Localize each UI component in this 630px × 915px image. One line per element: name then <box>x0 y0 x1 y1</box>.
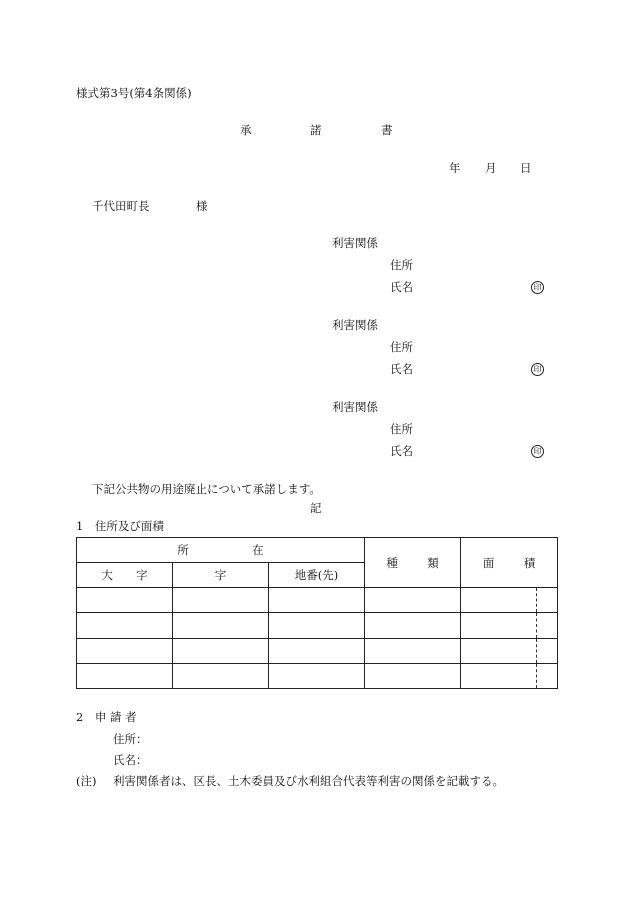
location-area-table <box>76 537 558 689</box>
area-dashed-divider <box>536 639 537 663</box>
table-row <box>77 638 558 663</box>
header-oaza-char2: 字 <box>136 568 148 583</box>
table-row <box>77 663 558 688</box>
cell-kind[interactable] <box>365 588 461 613</box>
cell-area[interactable] <box>461 663 558 688</box>
form-number: 様式第3号(第4条関係) <box>76 86 192 100</box>
cell-oaza[interactable] <box>77 588 173 613</box>
area-dashed-divider <box>536 588 537 612</box>
header-kind-char1: 種 <box>386 555 398 570</box>
cell-aza[interactable] <box>173 613 269 638</box>
header-kind-char2: 類 <box>427 555 439 570</box>
section1-heading: 1 住所及び面積 <box>76 519 164 533</box>
cell-chiban[interactable] <box>269 613 365 638</box>
applicant-address-label: 住所： <box>113 732 148 746</box>
cell-aza[interactable] <box>173 663 269 688</box>
date-year: 年 <box>449 161 461 175</box>
cell-kind[interactable] <box>365 663 461 688</box>
header-chiban: 地番(先) <box>269 563 365 588</box>
addressee-honorific: 様 <box>196 199 208 213</box>
seal-icon: 印 <box>531 281 544 294</box>
area-dashed-divider <box>536 664 537 688</box>
party-address-label: 住所 <box>390 422 413 436</box>
party-address-label: 住所 <box>390 340 413 354</box>
addressee-name: 千代田町長 <box>92 199 150 213</box>
party-heading: 利害関係 <box>332 400 378 414</box>
cell-chiban[interactable] <box>269 663 365 688</box>
ki-heading: 記 <box>310 501 322 515</box>
cell-area[interactable] <box>461 613 558 638</box>
applicant-name-label: 氏名： <box>113 753 148 767</box>
party-address-label: 住所 <box>390 258 413 272</box>
note-text: 利害関係者は、区長、土木委員及び水利組合代表等利害の関係を記載する。 <box>113 774 504 788</box>
cell-aza[interactable] <box>173 588 269 613</box>
cell-oaza[interactable] <box>77 663 173 688</box>
statement-text: 下記公共物の用途廃止について承諾します。 <box>92 482 321 496</box>
table-row <box>77 613 558 638</box>
cell-area[interactable] <box>461 638 558 663</box>
cell-aza[interactable] <box>173 638 269 663</box>
party-heading: 利害関係 <box>332 236 378 250</box>
cell-kind[interactable] <box>365 638 461 663</box>
cell-area[interactable] <box>461 588 558 613</box>
header-location-char1: 所 <box>177 543 189 558</box>
title-char-3: 書 <box>381 123 393 137</box>
table-row <box>77 588 558 613</box>
area-dashed-divider <box>536 613 537 637</box>
party-heading: 利害関係 <box>332 318 378 332</box>
cell-kind[interactable] <box>365 613 461 638</box>
date-month: 月 <box>485 161 497 175</box>
cell-oaza[interactable] <box>77 638 173 663</box>
title-char-2: 諾 <box>310 123 322 137</box>
header-location <box>77 538 365 563</box>
party-name-label: 氏名 <box>390 280 413 294</box>
cell-chiban[interactable] <box>269 638 365 663</box>
header-oaza <box>77 563 173 588</box>
title-char-1: 承 <box>240 123 252 137</box>
party-name-label: 氏名 <box>390 362 413 376</box>
cell-chiban[interactable] <box>269 588 365 613</box>
header-area <box>461 538 558 588</box>
section2-heading: 2 申 請 者 <box>76 710 137 724</box>
header-oaza-char1: 大 <box>101 568 113 583</box>
seal-icon: 印 <box>531 445 544 458</box>
date-day: 日 <box>520 161 532 175</box>
header-kind <box>365 538 461 588</box>
party-name-label: 氏名 <box>390 444 413 458</box>
seal-icon: 印 <box>531 363 544 376</box>
cell-oaza[interactable] <box>77 613 173 638</box>
header-aza: 字 <box>173 563 269 588</box>
note-label: (注) <box>76 774 97 788</box>
header-area-char1: 面 <box>482 555 495 570</box>
header-area-char2: 積 <box>523 555 536 570</box>
header-location-char2: 在 <box>252 543 264 558</box>
